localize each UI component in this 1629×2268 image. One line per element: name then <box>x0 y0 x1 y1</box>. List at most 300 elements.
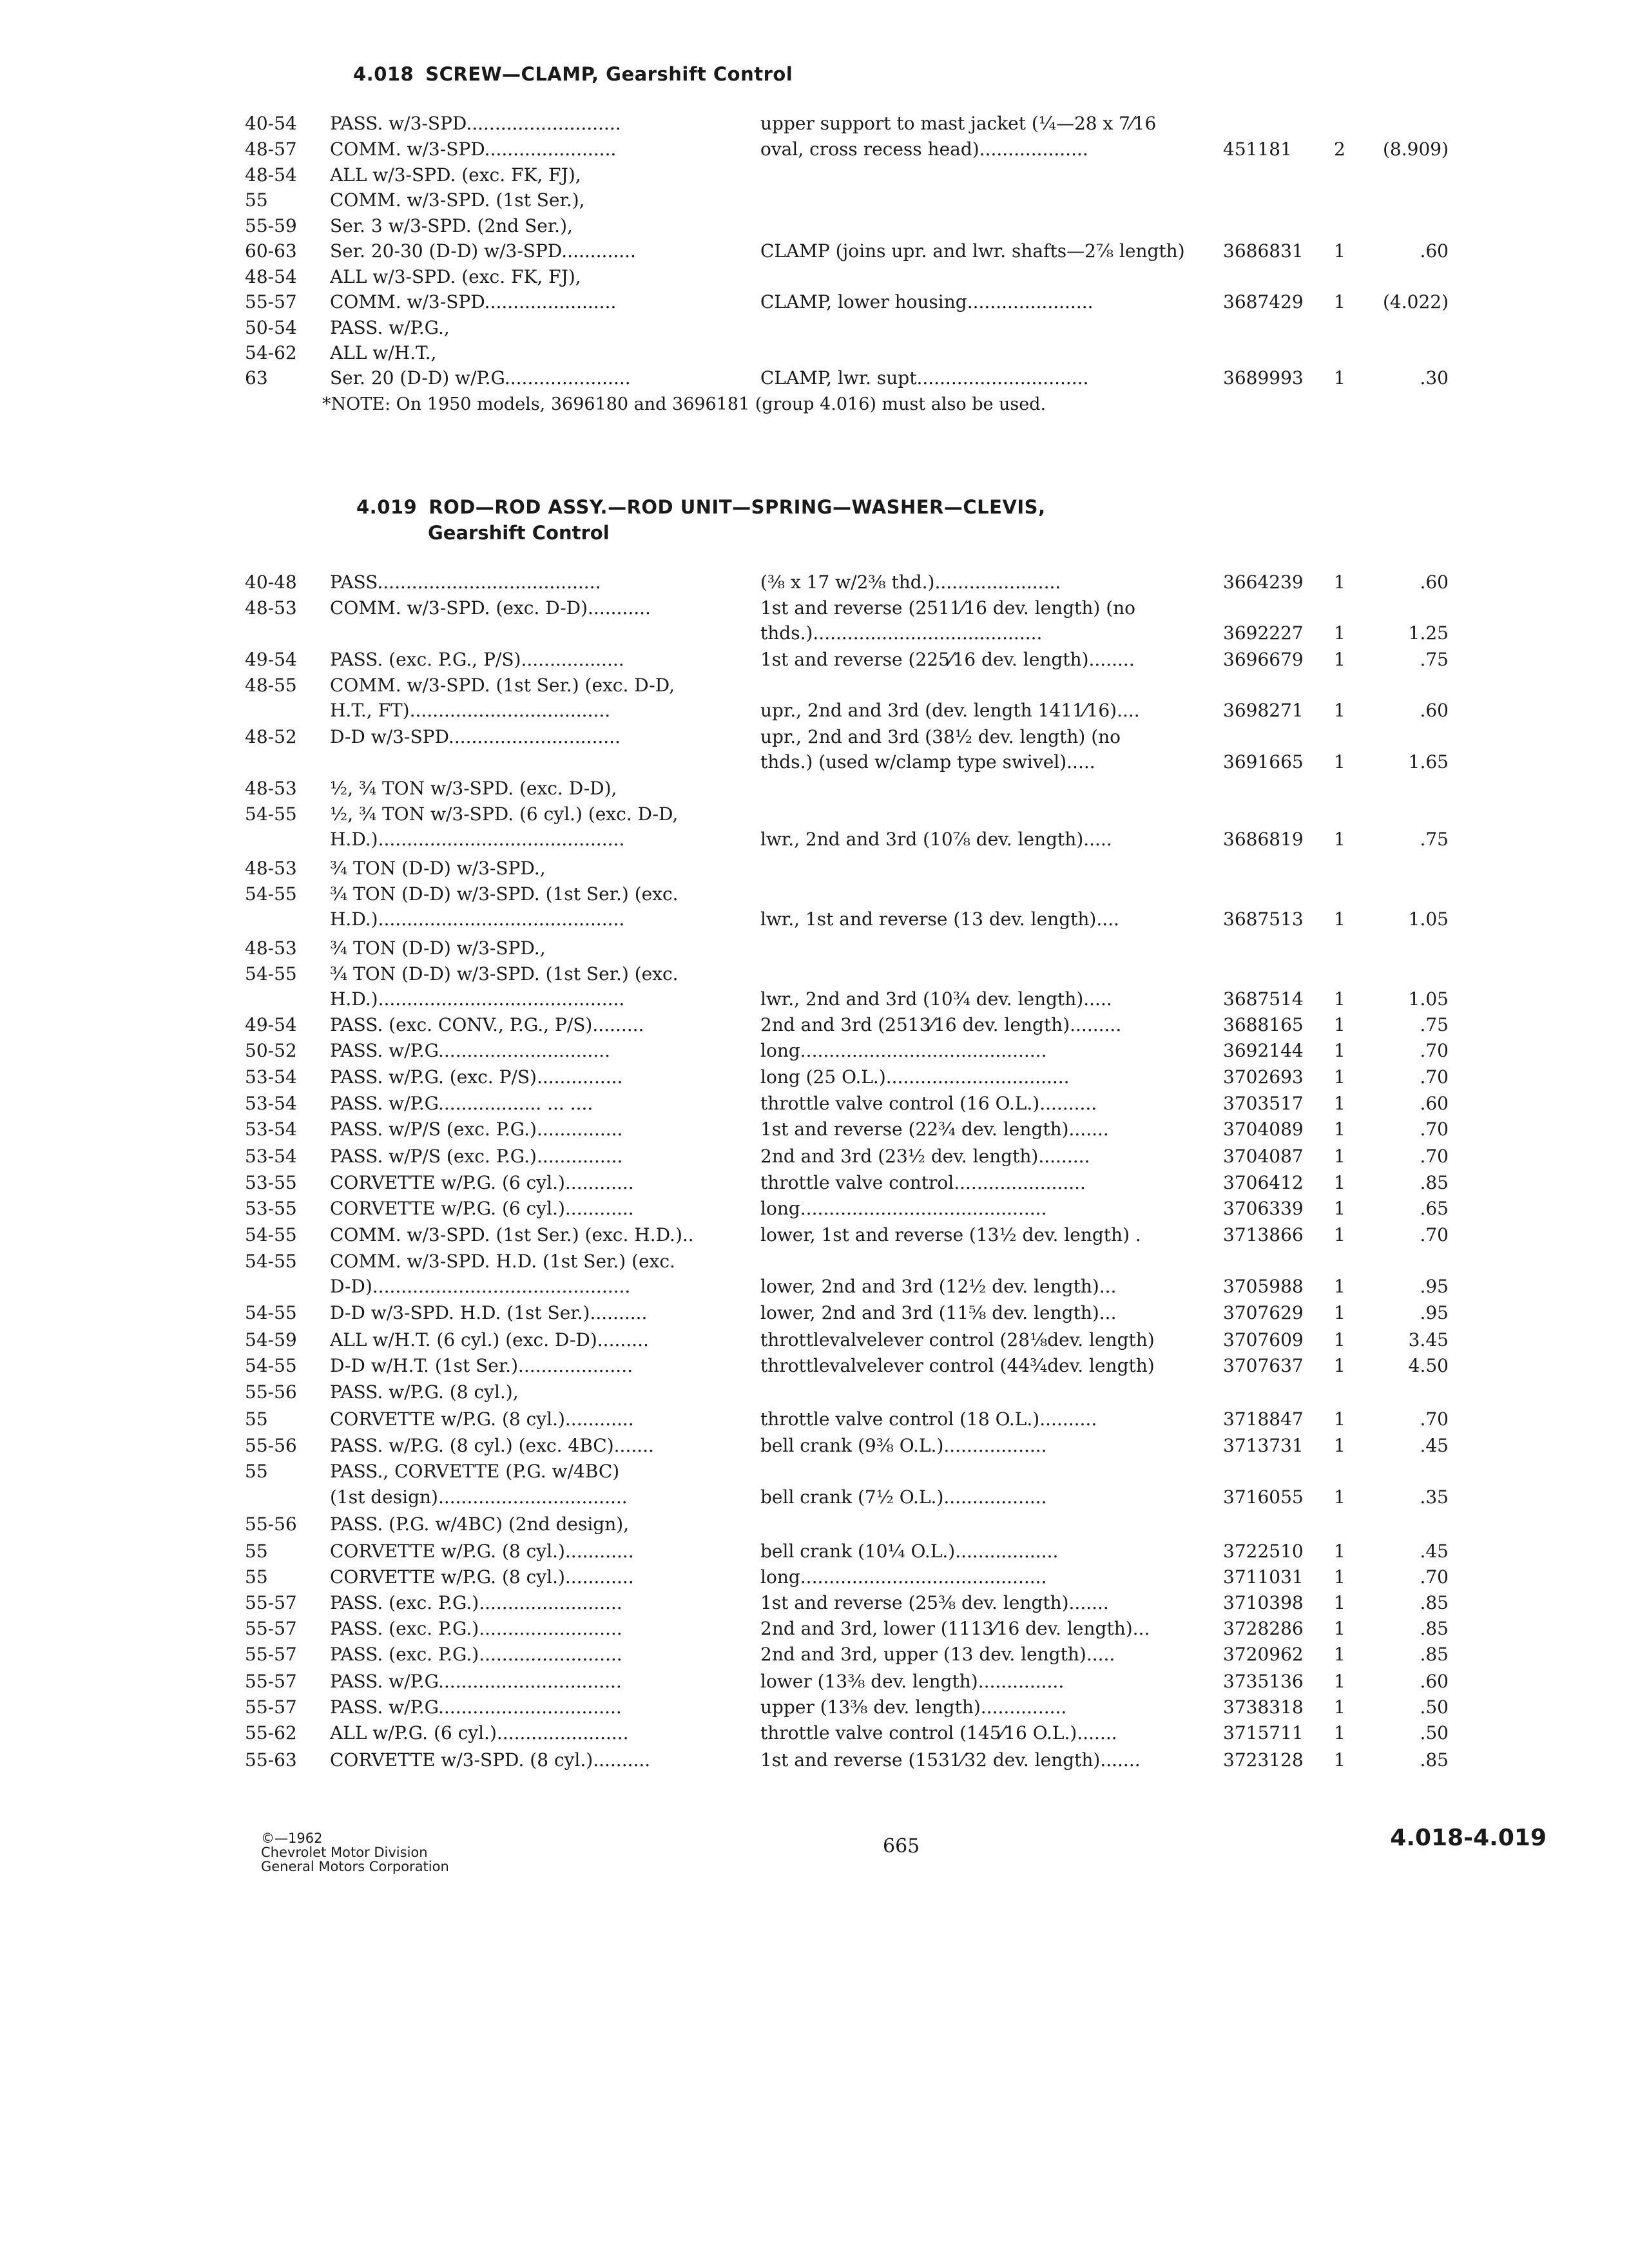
table-row <box>0 1091 1629 1117</box>
description-cell: throttle valve control (18 O.L.).......... <box>760 1408 1097 1430</box>
model-cell: Ser. 20-30 (D-D) w/3-SPD............. <box>330 240 636 262</box>
quantity-cell: 1 <box>1334 1224 1345 1245</box>
year-cell: 55 <box>245 1566 268 1588</box>
quantity-cell: 1 <box>1334 988 1345 1010</box>
section-4019-title <box>356 496 1046 518</box>
model-cell: PASS. (exc. P.G., P/S).................. <box>330 649 624 670</box>
model-cell: ¾ TON (D-D) w/3-SPD. (1st Ser.) (exc. <box>330 963 679 985</box>
description-cell: lwr., 2nd and 3rd (10¾ dev. length)..... <box>760 988 1112 1010</box>
section-number: 4.018 <box>353 63 414 85</box>
year-cell: 48-55 <box>245 675 297 696</box>
table-row <box>0 1274 1629 1300</box>
model-cell: Ser. 3 w/3-SPD. (2nd Ser.), <box>330 215 573 236</box>
part-number-cell: 3692144 <box>1223 1040 1304 1061</box>
part-number-cell: 3689993 <box>1223 367 1304 389</box>
price-cell: .70 <box>1420 1224 1449 1245</box>
model-cell: COMM. w/3-SPD. H.D. (1st Ser.) (exc. <box>330 1251 675 1272</box>
table-row <box>0 1407 1629 1432</box>
part-number-cell: 3713866 <box>1223 1224 1304 1245</box>
year-cell: 55 <box>245 1461 268 1482</box>
price-cell: (4.022) <box>1382 291 1449 312</box>
quantity-cell: 1 <box>1334 1302 1345 1323</box>
part-number-cell: 3688165 <box>1223 1014 1304 1035</box>
table-row <box>0 1196 1629 1222</box>
model-cell: ALL w/H.T. (6 cyl.) (exc. D-D)......... <box>330 1329 649 1350</box>
table-row <box>0 1379 1629 1405</box>
table-row <box>0 698 1629 724</box>
part-number-cell: 3706339 <box>1223 1198 1304 1219</box>
model-cell: PASS. w/P.G.................. ... .... <box>330 1093 593 1114</box>
model-cell: ½, ¾ TON w/3-SPD. (6 cyl.) (exc. D-D, <box>330 803 679 825</box>
part-number-cell: 3687514 <box>1223 988 1304 1010</box>
part-number-cell: 3664239 <box>1223 572 1304 593</box>
description-cell: throttlevalvelever control (28⅛dev. length) <box>760 1329 1155 1350</box>
description-cell: 1st and reverse (2511⁄16 dev. length) (no <box>760 597 1136 619</box>
price-cell: .70 <box>1420 1146 1449 1167</box>
model-cell: PASS. w/P.G. (8 cyl.), <box>330 1381 519 1403</box>
part-number-cell: 3713731 <box>1223 1435 1304 1456</box>
year-cell: 54-55 <box>245 1302 297 1323</box>
footer-imprint <box>261 1831 449 1874</box>
model-cell: COMM. w/3-SPD....................... <box>330 291 617 312</box>
quantity-cell: 1 <box>1334 1093 1345 1114</box>
quantity-cell: 1 <box>1334 622 1345 644</box>
model-cell: ALL w/P.G. (6 cyl.)....................... <box>330 1722 629 1744</box>
year-cell: 54-55 <box>245 803 297 825</box>
description-cell: lower (13⅜ dev. length)............... <box>760 1671 1065 1692</box>
quantity-cell: 1 <box>1334 1618 1345 1639</box>
table-row <box>0 1616 1629 1642</box>
model-cell: H.D.)........................................... <box>330 908 625 930</box>
quantity-cell: 1 <box>1334 291 1345 312</box>
description-cell: bell crank (9⅜ O.L.).................. <box>760 1435 1047 1456</box>
part-number-cell: 3706412 <box>1223 1172 1304 1193</box>
table-row <box>0 1539 1629 1564</box>
description-cell: CLAMP, lower housing...................... <box>760 291 1094 312</box>
table-row <box>0 595 1629 621</box>
description-cell: long (25 O.L.)................................ <box>760 1066 1070 1088</box>
table-row <box>0 936 1629 961</box>
quantity-cell: 1 <box>1334 1146 1345 1167</box>
quantity-cell: 1 <box>1334 572 1345 593</box>
table-row <box>0 137 1629 162</box>
year-cell: 53-54 <box>245 1146 297 1167</box>
price-cell: 1.05 <box>1408 988 1449 1010</box>
quantity-cell: 1 <box>1334 908 1345 930</box>
quantity-cell: 1 <box>1334 751 1345 773</box>
year-cell: 54-55 <box>245 1224 297 1245</box>
part-number-cell: 3710398 <box>1223 1592 1304 1613</box>
description-cell: long........................................... <box>760 1040 1047 1061</box>
model-cell: CORVETTE w/P.G. (8 cyl.)............ <box>330 1541 634 1562</box>
part-number-cell: 3720962 <box>1223 1644 1304 1665</box>
table-row <box>0 264 1629 290</box>
model-cell: PASS. (exc. P.G.)......................... <box>330 1618 622 1639</box>
table-row <box>0 162 1629 188</box>
table-row <box>0 986 1629 1012</box>
description-cell: 1st and reverse (1531⁄32 dev. length)....... <box>760 1749 1141 1771</box>
part-number-cell: 3711031 <box>1223 1566 1304 1588</box>
year-cell: 40-54 <box>245 113 297 134</box>
model-cell: H.D.)........................................... <box>330 988 625 1010</box>
price-cell: .60 <box>1420 1671 1449 1692</box>
year-cell: 55-57 <box>245 1618 297 1639</box>
year-cell: 48-53 <box>245 937 297 959</box>
price-cell: .70 <box>1420 1119 1449 1140</box>
model-cell: PASS., CORVETTE (P.G. w/4BC) <box>330 1461 620 1482</box>
year-cell: 55 <box>245 1408 268 1430</box>
quantity-cell: 1 <box>1334 1671 1345 1692</box>
part-number-cell: 3705988 <box>1223 1276 1304 1297</box>
table-row <box>0 620 1629 646</box>
quantity-cell: 1 <box>1334 1040 1345 1061</box>
quantity-cell: 1 <box>1334 1408 1345 1430</box>
table-row <box>0 907 1629 932</box>
quantity-cell: 1 <box>1334 1566 1345 1588</box>
price-cell: .45 <box>1420 1541 1449 1562</box>
year-cell: 55-57 <box>245 1592 297 1613</box>
description-cell: throttlevalvelever control (44¾dev. length) <box>760 1355 1155 1376</box>
year-cell: 53-55 <box>245 1198 297 1219</box>
model-cell: ALL w/H.T., <box>330 342 437 363</box>
table-row <box>0 724 1629 750</box>
table-row <box>0 1038 1629 1064</box>
year-cell: 54-59 <box>245 1329 297 1350</box>
price-cell: .85 <box>1420 1749 1449 1771</box>
table-row <box>0 238 1629 264</box>
year-cell: 48-52 <box>245 726 297 747</box>
price-cell: 3.45 <box>1408 1329 1449 1350</box>
year-cell: 48-54 <box>245 164 297 186</box>
price-cell: .35 <box>1420 1486 1449 1508</box>
part-number-cell: 3722510 <box>1223 1541 1304 1562</box>
price-cell: .65 <box>1420 1198 1449 1219</box>
price-cell: 1.05 <box>1408 908 1449 930</box>
price-cell: .75 <box>1420 649 1449 670</box>
model-cell: PASS. w/P.G.............................. <box>330 1040 611 1061</box>
division-name: Chevrolet Motor Division <box>261 1845 428 1860</box>
table-row <box>0 187 1629 213</box>
part-number-cell: 3718847 <box>1223 1408 1304 1430</box>
model-cell: CORVETTE w/P.G. (6 cyl.)............ <box>330 1198 634 1219</box>
model-cell: COMM. w/3-SPD. (exc. D-D)........... <box>330 597 651 619</box>
section-number: 4.019 <box>356 496 418 518</box>
description-cell: lower, 2nd and 3rd (11⅝ dev. length)... <box>760 1302 1117 1323</box>
quantity-cell: 1 <box>1334 1355 1345 1376</box>
table-row <box>0 1117 1629 1142</box>
description-cell: long........................................... <box>760 1198 1047 1219</box>
year-cell: 55 <box>245 189 268 211</box>
table-row <box>0 1485 1629 1510</box>
price-cell: .85 <box>1420 1644 1449 1665</box>
description-cell: throttle valve control (145⁄16 O.L.)....... <box>760 1722 1117 1744</box>
price-cell: .60 <box>1420 1093 1449 1114</box>
model-cell: PASS. (exc. P.G.)......................... <box>330 1644 622 1665</box>
model-cell: COMM. w/3-SPD....................... <box>330 139 617 160</box>
section-heading: ROD—ROD ASSY.—ROD UNIT—SPRING—WASHER—CLEVIS, <box>429 496 1046 518</box>
year-cell: 55-56 <box>245 1381 297 1403</box>
price-cell: .70 <box>1420 1066 1449 1088</box>
quantity-cell: 1 <box>1334 1435 1345 1456</box>
table-row <box>0 647 1629 673</box>
description-cell: long........................................... <box>760 1566 1047 1588</box>
table-row <box>0 570 1629 595</box>
year-cell: 48-53 <box>245 858 297 879</box>
model-cell: PASS. w/P/S (exc. P.G.)............... <box>330 1119 623 1140</box>
year-cell: 54-55 <box>245 963 297 985</box>
table-row <box>0 1695 1629 1720</box>
part-number-cell: 3687429 <box>1223 291 1304 312</box>
description-cell: lwr., 1st and reverse (13 dev. length).... <box>760 908 1119 930</box>
part-number-cell: 3707609 <box>1223 1329 1304 1350</box>
part-number-cell: 3692227 <box>1223 622 1304 644</box>
corporation-name: General Motors Corporation <box>261 1859 449 1874</box>
model-cell: CORVETTE w/P.G. (8 cyl.)............ <box>330 1408 634 1430</box>
quantity-cell: 1 <box>1334 829 1345 850</box>
table-row <box>0 365 1629 391</box>
part-number-cell: 451181 <box>1223 139 1292 160</box>
year-cell: 49-54 <box>245 1014 297 1035</box>
quantity-cell: 1 <box>1334 1749 1345 1771</box>
quantity-cell: 1 <box>1334 1172 1345 1193</box>
part-number-cell: 3686831 <box>1223 240 1304 262</box>
description-cell: thds.)........................................ <box>760 622 1043 644</box>
model-cell: D-D w/H.T. (1st Ser.).................... <box>330 1355 633 1376</box>
description-cell: throttle valve control....................... <box>760 1172 1086 1193</box>
year-cell: 55-56 <box>245 1435 297 1456</box>
year-cell: 55-57 <box>245 1644 297 1665</box>
model-cell: PASS. (exc. P.G.)......................... <box>330 1592 622 1613</box>
quantity-cell: 1 <box>1334 367 1345 389</box>
year-cell: 54-55 <box>245 1251 297 1272</box>
year-cell: 54-55 <box>245 883 297 905</box>
table-row <box>0 961 1629 987</box>
part-number-cell: 3738318 <box>1223 1696 1304 1718</box>
model-cell: H.D.)........................................... <box>330 829 625 850</box>
price-cell: .75 <box>1420 1014 1449 1035</box>
quantity-cell: 1 <box>1334 700 1345 721</box>
table-row <box>0 776 1629 802</box>
section-4018-note: *NOTE: On 1950 models, 3696180 and 3696181 (group 4.016) must also be used. <box>322 394 1046 414</box>
table-row <box>0 856 1629 881</box>
model-cell: CORVETTE w/P.G. (6 cyl.)............ <box>330 1172 634 1193</box>
model-cell: ½, ¾ TON w/3-SPD. (exc. D-D), <box>330 778 617 799</box>
description-cell: upper support to mast jacket (¼—28 x 7⁄16 <box>760 113 1157 134</box>
table-row <box>0 1222 1629 1248</box>
price-cell: .85 <box>1420 1618 1449 1639</box>
description-cell: CLAMP, lwr. supt.............................. <box>760 367 1089 389</box>
quantity-cell: 2 <box>1334 139 1345 160</box>
description-cell: lower, 2nd and 3rd (12½ dev. length)... <box>760 1276 1117 1297</box>
quantity-cell: 1 <box>1334 1276 1345 1297</box>
year-cell: 53-54 <box>245 1066 297 1088</box>
quantity-cell: 1 <box>1334 1541 1345 1562</box>
part-number-cell: 3707637 <box>1223 1355 1304 1376</box>
model-cell: PASS. w/P.G................................ <box>330 1671 622 1692</box>
price-cell: 1.25 <box>1408 622 1449 644</box>
quantity-cell: 1 <box>1334 1119 1345 1140</box>
price-cell: .30 <box>1420 367 1449 389</box>
page-number: 665 <box>883 1835 920 1858</box>
part-number-cell: 3702693 <box>1223 1066 1304 1088</box>
model-cell: PASS. w/P.G. (8 cyl.) (exc. 4BC)....... <box>330 1435 654 1456</box>
table-row <box>0 1012 1629 1038</box>
model-cell: (1st design)................................. <box>330 1486 628 1508</box>
description-cell: upr., 2nd and 3rd (dev. length 1411⁄16).... <box>760 700 1140 721</box>
section-4018-title <box>353 63 793 85</box>
table-row <box>0 673 1629 698</box>
table-row <box>0 315 1629 341</box>
part-number-cell: 3704087 <box>1223 1146 1304 1167</box>
model-cell: Ser. 20 (D-D) w/P.G...................... <box>330 367 631 389</box>
table-row <box>0 1249 1629 1274</box>
model-cell: COMM. w/3-SPD. (1st Ser.) (exc. H.D.).. <box>330 1224 694 1245</box>
price-cell: .85 <box>1420 1172 1449 1193</box>
year-cell: 55 <box>245 1541 268 1562</box>
year-cell: 55-62 <box>245 1722 297 1744</box>
description-cell: (⅜ x 17 w/2⅜ thd.)...................... <box>760 572 1061 593</box>
year-cell: 48-54 <box>245 266 297 287</box>
price-cell: 4.50 <box>1408 1355 1449 1376</box>
price-cell: (8.909) <box>1382 139 1449 160</box>
table-row <box>0 1064 1629 1090</box>
model-cell: PASS. w/P/S (exc. P.G.)............... <box>330 1146 623 1167</box>
table-row <box>0 802 1629 827</box>
price-cell: .50 <box>1420 1722 1449 1744</box>
table-row <box>0 1590 1629 1616</box>
price-cell: .70 <box>1420 1408 1449 1430</box>
year-cell: 48-53 <box>245 778 297 799</box>
table-row <box>0 1642 1629 1667</box>
model-cell: COMM. w/3-SPD. (1st Ser.), <box>330 189 585 211</box>
table-row <box>0 1720 1629 1746</box>
description-cell: 1st and reverse (25⅜ dev. length)....... <box>760 1592 1109 1613</box>
price-cell: .95 <box>1420 1302 1449 1323</box>
year-cell: 50-54 <box>245 317 297 338</box>
year-cell: 55-63 <box>245 1749 297 1771</box>
description-cell: 2nd and 3rd (2513⁄16 dev. length)......... <box>760 1014 1122 1035</box>
price-cell: 1.65 <box>1408 751 1449 773</box>
price-cell: .70 <box>1420 1566 1449 1588</box>
model-cell: ALL w/3-SPD. (exc. FK, FJ), <box>330 266 581 287</box>
model-cell: PASS. w/P.G., <box>330 317 450 338</box>
part-number-cell: 3703517 <box>1223 1093 1304 1114</box>
table-row <box>0 881 1629 907</box>
page-range: 4.018-4.019 <box>1390 1825 1547 1851</box>
year-cell: 54-55 <box>245 1355 297 1376</box>
part-number-cell: 3691665 <box>1223 751 1304 773</box>
model-cell: PASS. (P.G. w/4BC) (2nd design), <box>330 1514 630 1535</box>
year-cell: 40-48 <box>245 572 297 593</box>
price-cell: .85 <box>1420 1592 1449 1613</box>
table-row <box>0 340 1629 366</box>
part-number-cell: 3723128 <box>1223 1749 1304 1771</box>
table-row <box>0 1669 1629 1695</box>
quantity-cell: 1 <box>1334 1066 1345 1088</box>
table-row <box>0 1170 1629 1196</box>
model-cell: PASS. w/P.G. (exc. P/S)............... <box>330 1066 623 1088</box>
year-cell: 49-54 <box>245 649 297 670</box>
model-cell: D-D)............................................. <box>330 1276 631 1297</box>
price-cell: .45 <box>1420 1435 1449 1456</box>
description-cell: lwr., 2nd and 3rd (10⅞ dev. length)..... <box>760 829 1112 850</box>
description-cell: 2nd and 3rd (23½ dev. length)......... <box>760 1146 1090 1167</box>
table-row <box>0 1353 1629 1379</box>
year-cell: 55-59 <box>245 215 297 236</box>
model-cell: CORVETTE w/3-SPD. (8 cyl.).......... <box>330 1749 651 1771</box>
quantity-cell: 1 <box>1334 1198 1345 1219</box>
model-cell: D-D w/3-SPD. H.D. (1st Ser.).......... <box>330 1302 648 1323</box>
description-cell: CLAMP (joins upr. and lwr. shafts—2⅞ length) <box>760 240 1185 262</box>
price-cell: .50 <box>1420 1696 1449 1718</box>
year-cell: 54-62 <box>245 342 297 363</box>
model-cell: CORVETTE w/P.G. (8 cyl.)............ <box>330 1566 634 1588</box>
model-cell: PASS. w/P.G................................ <box>330 1696 622 1718</box>
description-cell: lower, 1st and reverse (13½ dev. length) . <box>760 1224 1141 1245</box>
model-cell: ALL w/3-SPD. (exc. FK, FJ), <box>330 164 581 186</box>
table-row <box>0 1564 1629 1590</box>
copyright: ©—1962 <box>261 1831 323 1846</box>
table-row <box>0 1747 1629 1773</box>
price-cell: .75 <box>1420 829 1449 850</box>
quantity-cell: 1 <box>1334 649 1345 670</box>
year-cell: 48-53 <box>245 597 297 619</box>
table-row <box>0 289 1629 315</box>
quantity-cell: 1 <box>1334 1014 1345 1035</box>
quantity-cell: 1 <box>1334 1696 1345 1718</box>
description-cell: throttle valve control (16 O.L.).......... <box>760 1093 1097 1114</box>
part-number-cell: 3716055 <box>1223 1486 1304 1508</box>
part-number-cell: 3728286 <box>1223 1618 1304 1639</box>
description-cell: bell crank (10¼ O.L.).................. <box>760 1541 1059 1562</box>
model-cell: ¾ TON (D-D) w/3-SPD., <box>330 858 546 879</box>
quantity-cell: 1 <box>1334 240 1345 262</box>
part-number-cell: 3704089 <box>1223 1119 1304 1140</box>
year-cell: 50-52 <box>245 1040 297 1061</box>
quantity-cell: 1 <box>1334 1592 1345 1613</box>
price-cell: .60 <box>1420 700 1449 721</box>
description-cell: upr., 2nd and 3rd (38½ dev. length) (no <box>760 726 1121 747</box>
description-cell: oval, cross recess head)................... <box>760 139 1088 160</box>
description-cell: 1st and reverse (225⁄16 dev. length)........ <box>760 649 1135 670</box>
model-cell: D-D w/3-SPD.............................. <box>330 726 621 747</box>
price-cell: .60 <box>1420 240 1449 262</box>
model-cell: PASS....................................... <box>330 572 601 593</box>
part-number-cell: 3715711 <box>1223 1722 1304 1744</box>
part-number-cell: 3735136 <box>1223 1671 1304 1692</box>
model-cell: ¾ TON (D-D) w/3-SPD., <box>330 937 546 959</box>
model-cell: H.T., FT)................................... <box>330 700 611 721</box>
year-cell: 55-57 <box>245 1696 297 1718</box>
table-row <box>0 213 1629 239</box>
quantity-cell: 1 <box>1334 1329 1345 1350</box>
year-cell: 53-54 <box>245 1093 297 1114</box>
description-cell: upper (13⅜ dev. length)............... <box>760 1696 1067 1718</box>
year-cell: 55-57 <box>245 1671 297 1692</box>
year-cell: 60-63 <box>245 240 297 262</box>
model-cell: PASS. (exc. CONV., P.G., P/S)......... <box>330 1014 644 1035</box>
price-cell: .60 <box>1420 572 1449 593</box>
year-cell: 55-56 <box>245 1514 297 1535</box>
year-cell: 55-57 <box>245 291 297 312</box>
table-row <box>0 1459 1629 1485</box>
year-cell: 53-54 <box>245 1119 297 1140</box>
part-number-cell: 3686819 <box>1223 829 1304 850</box>
table-row <box>0 827 1629 852</box>
description-cell: bell crank (7½ O.L.).................. <box>760 1486 1047 1508</box>
year-cell: 53-55 <box>245 1172 297 1193</box>
part-number-cell: 3687513 <box>1223 908 1304 930</box>
